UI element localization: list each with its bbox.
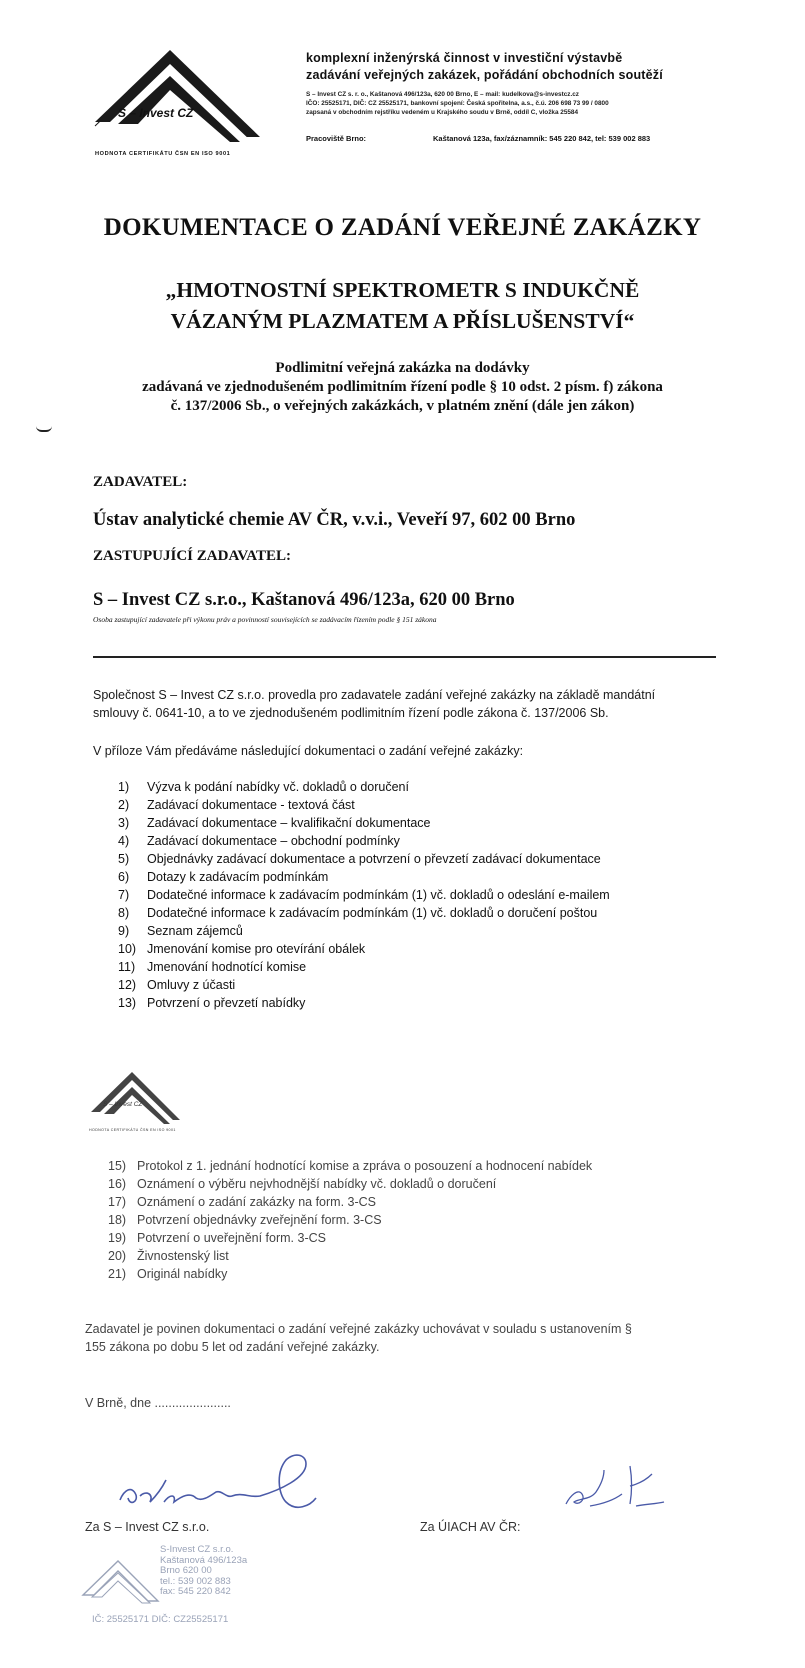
document-list-continued <box>108 1157 592 1283</box>
list-item-text: Oznámení o výběru nejvhodnější nabídky vč. dokladů o doručení <box>137 1177 497 1191</box>
document-list <box>118 778 610 1012</box>
list-item <box>118 814 610 832</box>
list-item-text: Potvrzení o uveřejnění form. 3-CS <box>137 1231 326 1245</box>
right-signature-graphic <box>560 1460 670 1515</box>
contracting-authority-label: ZADAVATEL: <box>93 474 188 490</box>
list-item-text: Omluvy z účasti <box>147 978 236 992</box>
list-item-number: 9) <box>118 924 130 938</box>
list-item-number: 4) <box>118 834 130 848</box>
company-logo <box>90 42 265 150</box>
subject-line-2: VÁZANÝM PLAZMATEM A PŘÍSLUŠENSTVÍ“ <box>170 309 635 333</box>
stamp-address <box>160 1545 247 1598</box>
list-item-number: 10) <box>118 942 137 956</box>
list-item-number: 17) <box>108 1195 127 1209</box>
intro-line-2: zadávaná ve zjednodušeném podlimitním řízení podle § 10 odst. 2 písm. f) zákona <box>142 379 663 395</box>
attachment-intro: V příloze Vám předáváme následující dokumentaci o zadání veřejné zakázky: <box>93 744 524 758</box>
company-details <box>306 90 726 117</box>
certificate-label: HODNOTA CERTIFIKÁTU ČSN EN ISO 9001 <box>95 151 231 157</box>
list-item-number: 3) <box>118 816 130 830</box>
list-item <box>118 886 610 904</box>
stamp-line-3: Brno 620 00 <box>160 1565 212 1576</box>
paragraph-1-line-2: smlouvy č. 0641-10, a to ve zjednodušeném podlimitním řízení podle zákona č. 137/2006 Sb. <box>93 706 609 720</box>
representative-label: ZASTUPUJÍCÍ ZADAVATEL: <box>93 548 291 564</box>
list-item <box>118 778 610 796</box>
place-and-date: V Brně, dne ...................... <box>85 1396 231 1410</box>
list-item <box>118 904 610 922</box>
register-line: zapsaná v obchodním rejstříku vedeném u Krajského soudu v Brně, oddíl C, vložka 25584 <box>306 109 579 116</box>
list-item-text: Dodatečné informace k zadávacím podmínkám (1) vč. dokladů o odeslání e-mailem <box>147 888 610 902</box>
list-item <box>108 1175 592 1193</box>
stamp-line-5: fax: 545 220 842 <box>160 1586 231 1597</box>
procurement-intro <box>0 359 805 416</box>
list-item-number: 19) <box>108 1231 127 1245</box>
list-item <box>118 994 610 1012</box>
sign-right-label: Za ÚIACH AV ČR: <box>420 1520 521 1534</box>
list-item-text: Dotazy k zadávacím podmínkám <box>147 870 329 884</box>
list-item <box>118 940 610 958</box>
activity-line-1: komplexní inženýrská činnost v investiční výstavbě <box>306 51 623 65</box>
closing-line-1: Zadavatel je povinen dokumentaci o zadání veřejné zakázky uchovávat v souladu s ustanovením § <box>85 1322 632 1336</box>
contracting-authority-value: Ústav analytické chemie AV ČR, v.v.i., Veveří 97, 602 00 Brno <box>93 510 576 530</box>
list-item-number: 15) <box>108 1159 127 1173</box>
list-item-text: Oznámení o zadání zakázky na form. 3-CS <box>137 1195 376 1209</box>
stamp-line-1: S-Invest CZ s.r.o. <box>160 1544 234 1555</box>
list-item-number: 2) <box>118 798 130 812</box>
list-item <box>108 1211 592 1229</box>
list-item-number: 18) <box>108 1213 127 1227</box>
list-item-text: Protokol z 1. jednání hodnotící komise a zpráva o posouzení a hodnocení nabídek <box>137 1159 593 1173</box>
list-item-text: Výzva k podání nabídky vč. dokladů o doručení <box>147 780 409 794</box>
subject <box>0 275 805 337</box>
company-activity <box>306 50 663 84</box>
list-item-text: Zadávací dokumentace – obchodní podmínky <box>147 834 400 848</box>
list-item-text: Zadávací dokumentace - textová část <box>147 798 355 812</box>
list-item <box>108 1265 592 1283</box>
list-item-number: 16) <box>108 1177 127 1191</box>
closing-paragraph <box>85 1320 725 1356</box>
list-item-text: Zadávací dokumentace – kvalifikační dokumentace <box>147 816 431 830</box>
list-item-number: 12) <box>118 978 137 992</box>
list-item <box>118 796 610 814</box>
small-logo-brand: S – Invest CZ <box>103 1101 143 1108</box>
intro-line-1: Podlimitní veřejná zakázka na dodávky <box>275 360 530 376</box>
intro-line-3: č. 137/2006 Sb., o veřejných zakázkách, v platném znění (dále jen zákon) <box>170 398 635 414</box>
list-item <box>118 832 610 850</box>
list-item-number: 8) <box>118 906 130 920</box>
list-item <box>118 922 610 940</box>
small-company-logo <box>88 1068 183 1128</box>
small-certificate-label: HODNOTA CERTIFIKÁTU ČSN EN ISO 9001 <box>89 1128 176 1132</box>
list-item-text: Objednávky zadávací dokumentace a potvrzení o převzetí zadávací dokumentace <box>147 852 601 866</box>
list-item <box>118 958 610 976</box>
left-signature-graphic <box>110 1450 330 1520</box>
list-item-number: 13) <box>118 996 137 1010</box>
list-item-text: Seznam zájemců <box>147 924 243 938</box>
list-item <box>118 976 610 994</box>
stamp-ids: IČ: 25525171 DIČ: CZ25525171 <box>92 1614 229 1625</box>
stamp-line-4: tel.: 539 002 883 <box>160 1575 231 1587</box>
list-item-number: 21) <box>108 1267 127 1281</box>
list-item-text: Potvrzení o převzetí nabídky <box>147 996 306 1010</box>
company-stamp <box>80 1545 280 1650</box>
list-item-number: 11) <box>118 960 136 974</box>
workplace-value: Kaštanová 123a, fax/záznamník: 545 220 842, tel: 539 002 883 <box>433 134 651 143</box>
ids-line: IČO: 25525171, DIČ: CZ 25525171, bankovní spojení: Česká spořitelna, a.s., č.ú. 206 698 73 99 / 0800 <box>306 100 609 107</box>
paragraph-1-line-1: Společnost S – Invest CZ s.r.o. provedla pro zadavatele zadání veřejné zakázky na základě mandátní <box>93 688 656 702</box>
logo-brand: S – Invest CZ <box>118 106 194 120</box>
subject-line-1: „HMOTNOSTNÍ SPEKTROMETR S INDUKČNĚ <box>165 278 640 302</box>
left-signature <box>110 1450 330 1520</box>
list-item-number: 7) <box>118 888 130 902</box>
list-item-number: 1) <box>118 780 130 794</box>
closing-line-2: 155 zákona po dobu 5 let od zadání veřejné zakázky. <box>85 1340 380 1354</box>
list-item <box>118 868 610 886</box>
stamp-logo-graphic <box>80 1553 160 1608</box>
company-logo-graphic <box>90 42 265 150</box>
intro-paragraph <box>93 686 733 722</box>
stamp-line-2: Kaštanová 496/123a <box>160 1554 248 1566</box>
list-item-number: 6) <box>118 870 130 884</box>
representative-value: S – Invest CZ s.r.o., Kaštanová 496/123a, 620 00 Brno <box>93 590 515 610</box>
list-item <box>108 1247 592 1265</box>
list-item-text: Potvrzení objednávky zveřejnění form. 3-CS <box>137 1213 382 1227</box>
activity-line-2: zadávání veřejných zakázek, pořádání obchodních soutěží <box>306 68 663 82</box>
separator-line <box>93 656 716 658</box>
list-item-text: Jmenování komise pro otevírání obálek <box>147 942 366 956</box>
list-item-text: Živnostenský list <box>137 1249 229 1263</box>
margin-mark <box>36 426 52 432</box>
list-item-number: 20) <box>108 1249 127 1263</box>
list-item <box>108 1193 592 1211</box>
list-item-text: Dodatečné informace k zadávacím podmínkám (1) vč. dokladů o doručení poštou <box>147 906 598 920</box>
representative-note: Osoba zastupující zadavatele při výkonu práv a povinností souvisejících se zadávacím řízením podle § 151 zákona <box>93 615 437 624</box>
right-signature <box>560 1460 670 1515</box>
list-item-number: 5) <box>118 852 130 866</box>
small-logo-graphic <box>88 1068 183 1128</box>
sign-left-label: Za S – Invest CZ s.r.o. <box>85 1520 210 1534</box>
list-item-text: Originál nabídky <box>137 1267 228 1281</box>
list-item <box>108 1157 592 1175</box>
list-item-text: Jmenování hodnotící komise <box>147 960 307 974</box>
address-line: S – Invest CZ s. r. o., Kaštanová 496/123a, 620 00 Brno, E – mail: kudelkova@s-investcz.cz <box>306 91 579 98</box>
list-item <box>108 1229 592 1247</box>
workplace-label: Pracoviště Brno: <box>306 134 367 143</box>
list-item <box>118 850 610 868</box>
document-title: DOKUMENTACE O ZADÁNÍ VEŘEJNÉ ZAKÁZKY <box>103 214 702 241</box>
